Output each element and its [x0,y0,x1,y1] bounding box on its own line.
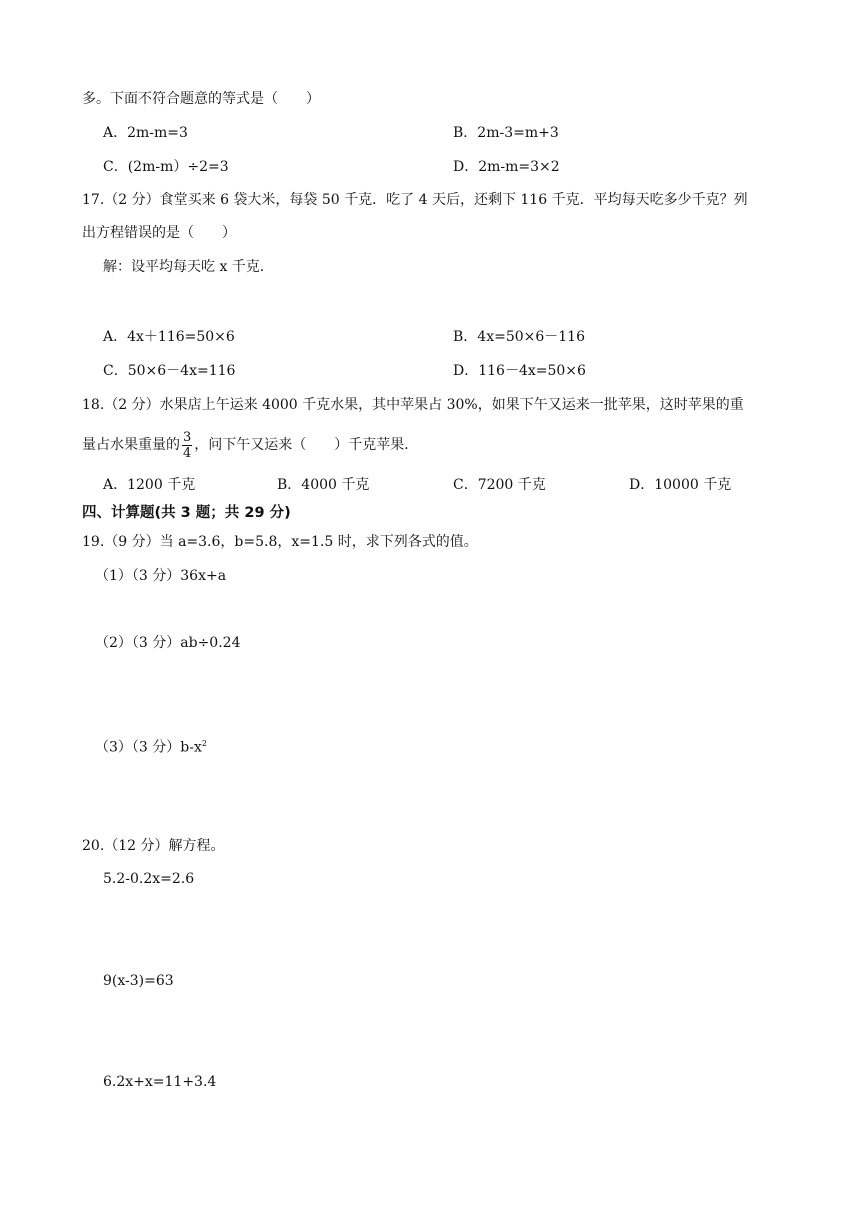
q17-stem-line1: 17.（2 分）食堂买来 6 袋大米，每袋 50 千克．吃了 4 天后，还剩下 116 千克．平均每天吃多少千克？列 [82,192,748,208]
q18-option-d: D．10000 千克 [629,477,732,493]
section-heading: 四、计算题(共 3 题；共 29 分) [82,505,291,521]
q17-option-a: A．4x＋116=50×6 [103,329,235,345]
q16-option-a: A．2m-m=3 [103,125,188,141]
q18-option-a: A．1200 千克 [103,477,196,493]
q19-sub1: （1）（3 分）36x+a [95,568,227,584]
q19-sub3-expr: （3）（3 分）b-x [95,739,202,756]
q19-sub3 [95,734,207,758]
fraction-numerator: 3 [183,429,192,445]
q19-sub2: （2）（3 分）ab÷0.24 [95,635,241,651]
q17-option-b: B．4x=50×6－116 [453,329,585,345]
q18-stem-line1: 18.（2 分）水果店上午运来 4000 千克水果，其中苹果占 30%，如果下午又运来一批苹果，这时苹果的重 [82,397,744,413]
q19-stem: 19.（9 分）当 a=3.6，b=5.8，x=1.5 时，求下列各式的值。 [82,534,478,550]
q16-option-c: C．(2m-m）÷2=3 [103,159,229,175]
q18-stem-pre: 量占水果重量的 [82,437,180,453]
exponent: 2 [201,739,207,748]
q17-option-c: C．50×6－4x=116 [103,363,236,379]
q18-option-b: B．4000 千克 [277,477,370,493]
q17-option-d: D．116－4x=50×6 [453,363,586,379]
q17-stem-line2: 出方程错误的是（ ） [82,225,236,241]
q20-stem: 20.（12 分）解方程。 [82,838,225,854]
q18-option-c: C．7200 千克 [453,477,546,493]
q17-solution: 解：设平均每天吃 x 千克． [103,259,274,275]
q16-option-b: B．2m-3=m+3 [453,125,559,141]
q20-equation-3: 6.2x+x=11+3.4 [103,1074,217,1090]
q18-stem-line2 [82,423,418,467]
q20-equation-2: 9(x-3)=63 [103,973,174,989]
fraction-three-quarters [182,431,192,460]
fraction-denominator: 4 [183,445,192,461]
q20-equation-1: 5.2-0.2x=2.6 [103,871,195,887]
q18-stem-post: ，问下午又运来（ ）千克苹果． [194,437,419,453]
q16-option-d: D．2m-m=3×2 [453,159,560,175]
q16-stem: 多。下面不符合题意的等式是（ ） [82,91,320,107]
